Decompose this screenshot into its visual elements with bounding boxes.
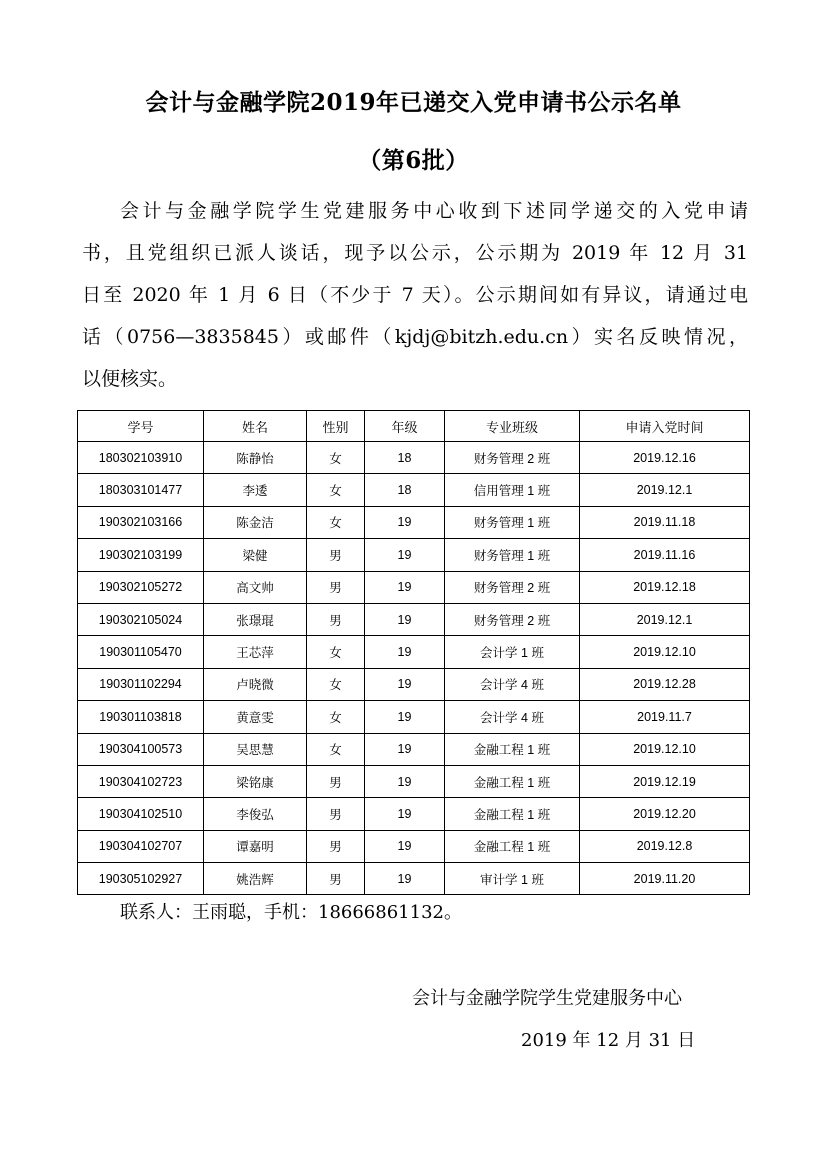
table-row [78, 474, 750, 506]
cell-name: 高文帅 [204, 571, 307, 603]
header-class: 专业班级 [445, 411, 580, 442]
header-gender: 性别 [307, 411, 365, 442]
header-grade: 年级 [365, 411, 445, 442]
table-row [78, 506, 750, 538]
cell-grade: 19 [365, 830, 445, 862]
cell-name: 卢晓微 [204, 668, 307, 700]
cell-student-id: 190304102510 [78, 798, 204, 830]
table-header-row [78, 411, 750, 442]
cell-grade: 19 [365, 506, 445, 538]
cell-grade: 19 [365, 668, 445, 700]
intro-paragraph [82, 190, 748, 400]
cell-name: 李逶 [204, 474, 307, 506]
cell-apply-date: 2019.11.16 [580, 539, 750, 571]
cell-class: 财务管理 1 班 [445, 506, 580, 538]
cell-apply-date: 2019.12.19 [580, 765, 750, 797]
table-row [78, 571, 750, 603]
signature-date: 2019 年 12 月 31 日 [521, 1030, 696, 1051]
cell-grade: 19 [365, 701, 445, 733]
cell-gender: 女 [307, 474, 365, 506]
cell-class: 会计学 4 班 [445, 701, 580, 733]
cell-student-id: 190305102927 [78, 863, 204, 895]
cell-student-id: 190304100573 [78, 733, 204, 765]
table-row [78, 636, 750, 668]
cell-grade: 19 [365, 571, 445, 603]
cell-name: 姚浩辉 [204, 863, 307, 895]
signature-org: 会计与金融学院学生党建服务中心 [412, 988, 682, 1009]
cell-apply-date: 2019.11.18 [580, 506, 750, 538]
applicant-table [77, 410, 750, 895]
cell-student-id: 190301105470 [78, 636, 204, 668]
cell-apply-date: 2019.11.7 [580, 701, 750, 733]
cell-grade: 19 [365, 733, 445, 765]
header-apply-date: 申请入党时间 [580, 411, 750, 442]
intro-line: 以便核实。 [82, 368, 178, 390]
table-row [78, 733, 750, 765]
document-title: 会计与金融学院2019年已递交入党申请书公示名单 [145, 89, 682, 116]
cell-grade: 18 [365, 442, 445, 474]
table-row [78, 863, 750, 895]
cell-class: 金融工程 1 班 [445, 765, 580, 797]
cell-student-id: 180303101477 [78, 474, 204, 506]
cell-student-id: 190304102723 [78, 765, 204, 797]
cell-apply-date: 2019.12.10 [580, 636, 750, 668]
cell-grade: 19 [365, 863, 445, 895]
cell-name: 张璟琨 [204, 603, 307, 635]
cell-grade: 19 [365, 798, 445, 830]
cell-class: 财务管理 2 班 [445, 571, 580, 603]
cell-name: 梁铭康 [204, 765, 307, 797]
cell-class: 财务管理 2 班 [445, 442, 580, 474]
cell-class: 金融工程 1 班 [445, 830, 580, 862]
cell-grade: 19 [365, 636, 445, 668]
intro-line: 书，且党组织已派人谈话，现予以公示，公示期为 2019 年 12 月 31 [82, 242, 748, 264]
cell-gender: 女 [307, 506, 365, 538]
cell-name: 黄意雯 [204, 701, 307, 733]
cell-apply-date: 2019.11.20 [580, 863, 750, 895]
cell-apply-date: 2019.12.20 [580, 798, 750, 830]
table-row [78, 668, 750, 700]
cell-gender: 男 [307, 603, 365, 635]
cell-name: 吴思慧 [204, 733, 307, 765]
table-row [78, 830, 750, 862]
cell-gender: 女 [307, 668, 365, 700]
cell-name: 王芯萍 [204, 636, 307, 668]
table-row [78, 539, 750, 571]
cell-student-id: 190302105024 [78, 603, 204, 635]
cell-class: 金融工程 1 班 [445, 733, 580, 765]
cell-apply-date: 2019.12.28 [580, 668, 750, 700]
cell-grade: 19 [365, 765, 445, 797]
intro-line: 话（0756—3835845）或邮件（kjdj@bitzh.edu.cn）实名反映情况， [82, 326, 748, 348]
cell-student-id: 190301102294 [78, 668, 204, 700]
cell-apply-date: 2019.12.10 [580, 733, 750, 765]
cell-gender: 男 [307, 863, 365, 895]
cell-gender: 男 [307, 571, 365, 603]
table-row [78, 765, 750, 797]
cell-name: 梁健 [204, 539, 307, 571]
cell-apply-date: 2019.12.18 [580, 571, 750, 603]
cell-name: 陈静怡 [204, 442, 307, 474]
table-body [78, 442, 750, 895]
cell-gender: 男 [307, 765, 365, 797]
cell-student-id: 190302105272 [78, 571, 204, 603]
cell-gender: 女 [307, 636, 365, 668]
intro-line: 日至 2020 年 1 月 6 日（不少于 7 天）。公示期间如有异议，请通过电 [82, 284, 748, 306]
cell-gender: 男 [307, 539, 365, 571]
cell-gender: 男 [307, 798, 365, 830]
table-row [78, 442, 750, 474]
cell-student-id: 190304102707 [78, 830, 204, 862]
cell-apply-date: 2019.12.8 [580, 830, 750, 862]
cell-gender: 女 [307, 701, 365, 733]
cell-student-id: 190301103818 [78, 701, 204, 733]
header-student-id: 学号 [78, 411, 204, 442]
cell-name: 陈金洁 [204, 506, 307, 538]
cell-apply-date: 2019.12.1 [580, 603, 750, 635]
cell-class: 财务管理 1 班 [445, 539, 580, 571]
cell-class: 金融工程 1 班 [445, 798, 580, 830]
cell-name: 李俊弘 [204, 798, 307, 830]
cell-gender: 男 [307, 830, 365, 862]
table-row [78, 603, 750, 635]
cell-apply-date: 2019.12.1 [580, 474, 750, 506]
cell-grade: 18 [365, 474, 445, 506]
contact-info: 联系人：王雨聪，手机：18666861132。 [120, 902, 462, 923]
header-name: 姓名 [204, 411, 307, 442]
cell-grade: 19 [365, 603, 445, 635]
cell-class: 会计学 1 班 [445, 636, 580, 668]
cell-apply-date: 2019.12.16 [580, 442, 750, 474]
cell-class: 信用管理 1 班 [445, 474, 580, 506]
cell-gender: 女 [307, 733, 365, 765]
cell-class: 会计学 4 班 [445, 668, 580, 700]
cell-gender: 女 [307, 442, 365, 474]
cell-class: 财务管理 2 班 [445, 603, 580, 635]
table-row [78, 701, 750, 733]
cell-grade: 19 [365, 539, 445, 571]
intro-line: 会计与金融学院学生党建服务中心收到下述同学递交的入党申请 [120, 200, 748, 222]
cell-student-id: 190302103166 [78, 506, 204, 538]
cell-student-id: 180302103910 [78, 442, 204, 474]
table-row [78, 798, 750, 830]
cell-class: 审计学 1 班 [445, 863, 580, 895]
document-subtitle: （第6批） [358, 147, 469, 174]
cell-student-id: 190302103199 [78, 539, 204, 571]
cell-name: 谭嘉明 [204, 830, 307, 862]
